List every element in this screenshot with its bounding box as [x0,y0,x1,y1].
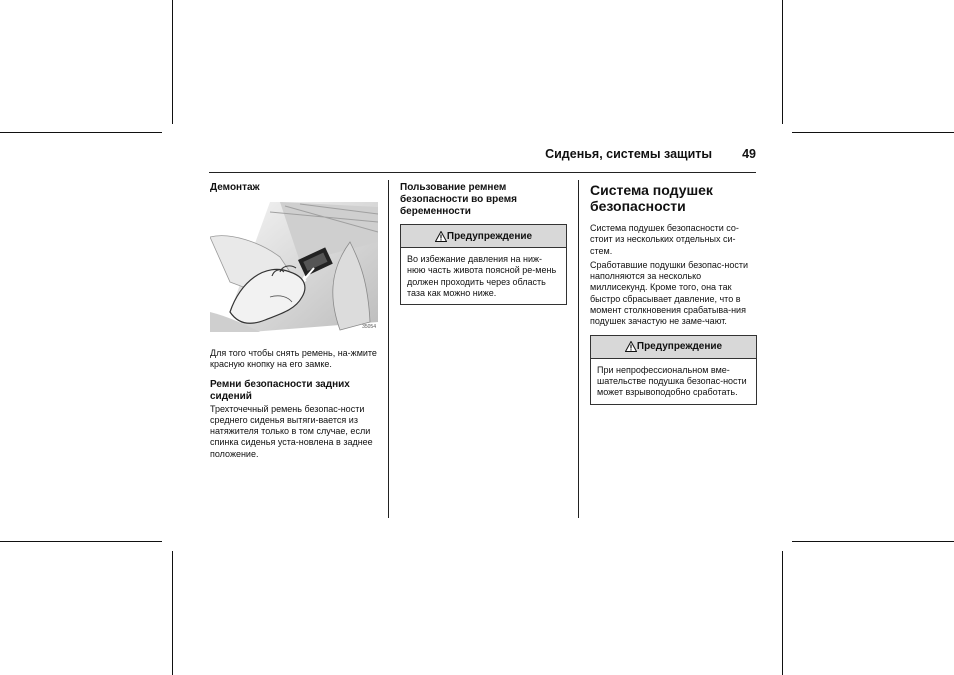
rear-belts-text: Трехточечный ремень безопас-ности среднего сиденья вытяги-вается из натяжителя только в том случае, если спинка сиденья уста-новлена в заднее положение. [210,403,373,459]
warning-body [401,248,566,304]
airbags-paragraph-1: Система подушек безопасности со-стоит из нескольких отдельных си-стем. [590,223,739,256]
crop-mark [782,551,783,675]
column-2 [400,182,567,305]
crop-mark [0,132,162,133]
crop-mark [792,132,954,133]
warning-title: Предупреждение [446,230,533,242]
warning-box [400,224,567,305]
warning-triangle-icon [435,231,447,242]
page-number: 49 [742,147,756,161]
airbags-paragraph-2: Сработавшие подушки безопас-ности наполняются за несколько миллисекунд. Кроме того, она так быстро сбрасывает давление, что в момент столкновения срабатыва-ния подушек зачастую не заме-чают. [590,259,749,327]
figure-code: 35054 [362,324,376,330]
crop-mark [792,541,954,542]
column-divider [578,180,579,518]
warning-header [401,225,566,248]
crop-mark [0,541,162,542]
column-3 [590,182,757,405]
section-title: Сиденья, системы защиты [545,147,713,161]
heading-dismount: Демонтаж [210,182,260,193]
warning-header [591,336,756,359]
warning-text: Во избежание давления на ниж-нюю часть живота поясной ре-мень должен проходить через область таза как можно ниже. [407,254,557,298]
running-head [500,147,756,161]
seatbelt-illustration [210,202,378,332]
warning-text: При непрофессиональном вме-шательстве подушка безопас-ности может взрывоподобно сработать. [597,364,747,398]
header-rule [209,172,756,173]
caption-text: Для того чтобы снять ремень, на-жмите красную кнопку на его замке. [210,348,377,370]
crop-mark [172,0,173,124]
warning-title: Предупреждение [636,341,723,353]
warning-box [590,335,757,405]
warning-body [591,359,756,404]
heading-rear-belts: Ремни безопасности задних сидений [210,378,350,402]
warning-triangle-icon [625,341,637,352]
heading-airbags: Система подушек безопасности [590,182,713,214]
column-1 [210,182,378,460]
crop-mark [782,0,783,124]
heading-pregnancy: Пользование ремнем безопасности во время беременности [400,182,517,217]
crop-mark [172,551,173,675]
seatbelt-buckle-icon [210,202,378,332]
column-divider [388,180,389,518]
